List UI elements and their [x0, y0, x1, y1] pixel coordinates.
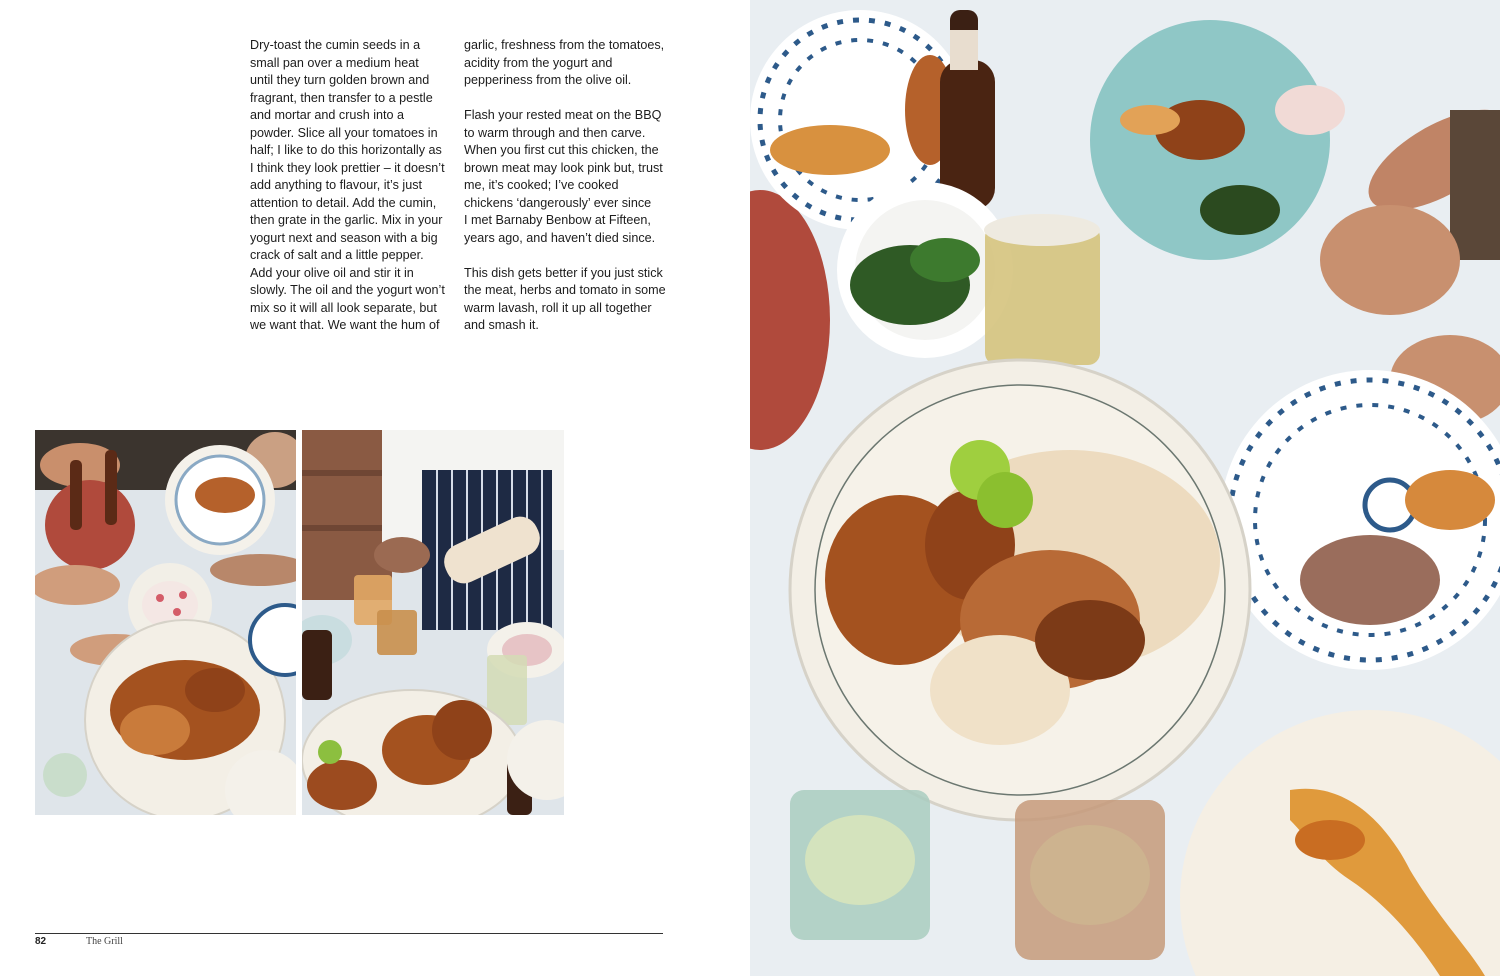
- photo-table-overhead: [35, 430, 296, 815]
- text-column-2: [464, 37, 669, 352]
- photo-full-page-feast: [750, 0, 1500, 976]
- paragraph: Dry-toast the cumin seeds in a small pan over a medium heat until they turn golden brown and fragrant, then transfer to a pestle and mortar and crush into a powder. Slice all your tomatoes in half; I like to do this horizontally as I think they look prettier – it doesn’t add anything to flavour, it’s just attention to detail. Add the cumin, then grate in the garlic. Mix in your yogurt next and season with a big crack of salt and a little pepper. Add your olive oil and stir it in slowly. The oil and the yogurt won’t mix so it will all look separate, but we want that. We want the hum of: [250, 38, 445, 332]
- running-head: The Grill: [86, 936, 123, 947]
- paragraph: garlic, freshness from the tomatoes, acidity from the yogurt and pepperiness from the olive oil.: [464, 38, 665, 87]
- paragraph: This dish gets better if you just stick the meat, herbs and tomato in some warm lavash, roll it up all together and smash it.: [464, 265, 666, 332]
- paragraph: Flash your rested meat on the BBQ to warm through and then carve. When you first cut this chicken, the brown meat may look pink but, trust me, it’s cooked; I’ve cooked chickens ‘dangerously’ ever since I met Barnaby Benbow at Fifteen, years ago, and haven’t died since.: [464, 108, 663, 245]
- text-column-1: [250, 37, 455, 352]
- page-number: 82: [35, 936, 47, 947]
- photo-pouring-drink: [302, 430, 564, 815]
- footer-rule: [35, 933, 663, 934]
